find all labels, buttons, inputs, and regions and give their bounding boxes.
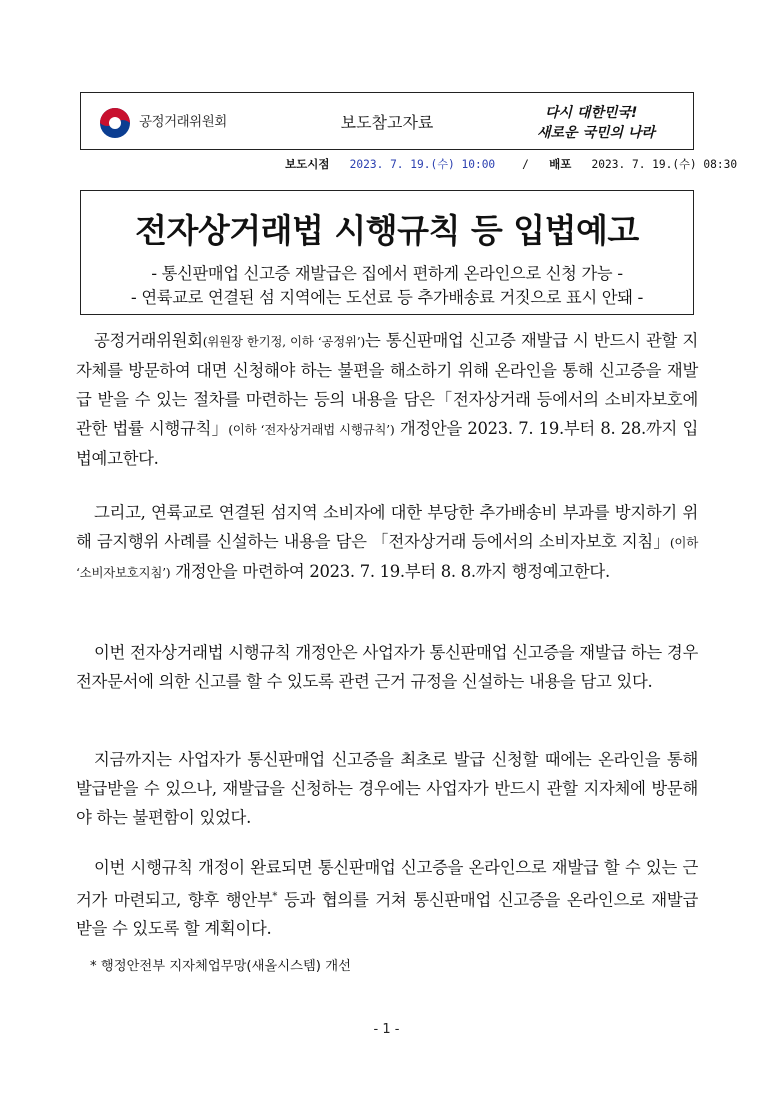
body-paragraph-3: 이번 전자상거래법 시행규칙 개정안은 사업자가 통신판매업 신고증을 재발급 하는 경우 전자문서에 의한 신고를 할 수 있도록 관련 근거 규정을 신설하는 내용을 담고 있다.: [76, 643, 698, 691]
slogan-line-2: 새로운 국민의 나라: [537, 125, 655, 141]
p5-text-b: 등과 협의를 거쳐 통신판매업 신고증을 온라인으로 재발급 받을 수 있도록 할 계획이다.: [76, 890, 698, 939]
headline-box: [80, 190, 694, 315]
headline-subtitle-2: - 연륙교로 연결된 섬 지역에는 도선료 등 추가배송료 거짓으로 표시 안돼 -: [130, 288, 644, 307]
p5-text-a: 이번 시행규칙 개정이 완료되면 통신판매업 신고증을 온라인으로 재발급 할 수 있는 근거가 마련되고, 향후 행안부: [76, 858, 698, 910]
p1-text-c: 는 통신판매업 신고증 재발급 시 반드시 관할 지자체를 방문하여 대면 신청해야 하는 불편을 해소하기 위해 온라인을 통해 신고증을 재발급 받을 수 있는 절차를 마련하는 등의 내용을 담은「전자상거래 등에서의 소비자보호에 관한 법률 시행규칙」: [76, 331, 698, 438]
slogan-logo: [535, 99, 665, 143]
release-info: [285, 156, 738, 172]
body-paragraph-1: [76, 326, 698, 473]
p2-text-a: 그리고, 연륙교로 연결된 섬지역 소비자에 대한 부당한 추가배송비 부과를 방지하기 위해 금지행위 사례를 신설하는 내용을 담은 「전자상거래 등에서의 소비자보호 지침」: [76, 503, 698, 551]
body-paragraph-2: [76, 498, 698, 587]
footnote-marker: *: [272, 891, 278, 902]
header-box: [80, 92, 694, 150]
p1-text-b: (위원장 한기정, 이하 ‘공정위’): [202, 334, 365, 349]
body-paragraph-5: [76, 853, 698, 943]
report-time-label: 보도시점: [285, 157, 330, 171]
footnote: * 행정안전부 지자체업무망(새올시스템) 개선: [90, 959, 351, 974]
distribution-time-label: 배포: [549, 157, 572, 171]
p1-text-e: 개정안을 2023. 7. 19.부터 8. 28.까지 입법예고한다.: [76, 419, 698, 468]
p1-text-d: (이하 ‘전자상거래법 시행규칙’): [228, 422, 395, 437]
distribution-time: 2023. 7. 19.(수) 08:30: [591, 158, 738, 171]
p2-text-c: 개정안을 마련하여 2023. 7. 19.부터 8. 8.까지 행정예고한다.: [170, 562, 610, 581]
p1-text-a: 공정거래위원회: [94, 331, 203, 350]
p2-text-b: (이하 ‘소비자보호지침’): [76, 535, 698, 580]
page-number: - 1 -: [373, 1022, 400, 1037]
report-time: 2023. 7. 19.(수) 10:00: [349, 158, 496, 171]
slogan-line-1: 다시 대한민국!: [545, 105, 638, 121]
organization-name: 공정거래위원회: [139, 114, 227, 130]
headline-subtitle-1: - 통신판매업 신고증 재발급은 집에서 편하게 온라인으로 신청 가능 -: [151, 264, 623, 283]
meta-separator: /: [522, 158, 529, 171]
headline-title: 전자상거래법 시행규칙 등 입법예고: [135, 211, 639, 250]
document-type: 보도참고자료: [340, 113, 434, 132]
body-paragraph-4: 지금까지는 사업자가 통신판매업 신고증을 최초로 발급 신청할 때에는 온라인을 통해 발급받을 수 있으나, 재발급을 신청하는 경우에는 사업자가 반드시 관할 지자체에 방문해야 하는 불편함이 있었다.: [76, 750, 698, 827]
